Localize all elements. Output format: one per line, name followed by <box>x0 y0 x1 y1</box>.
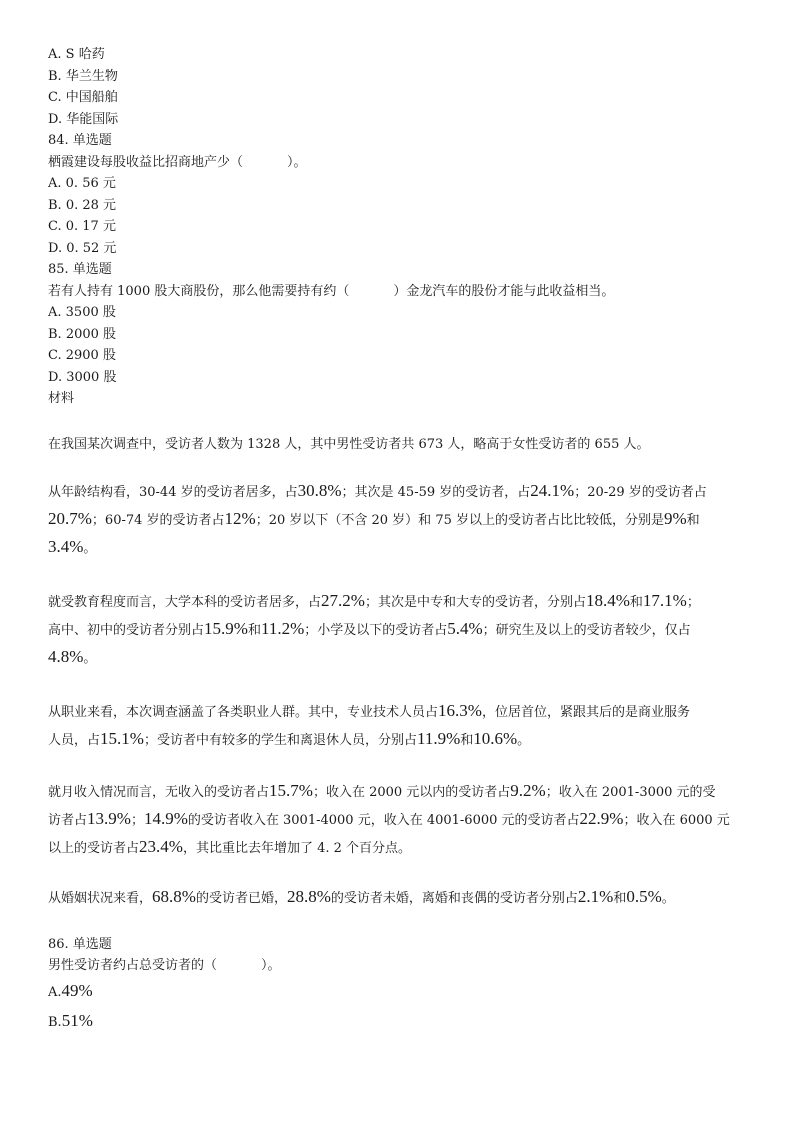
stem-text: 若有人持有 1000 股大商股份，那么他需要持有约（ <box>48 283 350 299</box>
percent-value: 3.4% <box>48 536 84 556</box>
percent-value: 23.4% <box>139 836 183 856</box>
text-segment: ； <box>130 812 144 828</box>
question-85 <box>48 259 760 388</box>
option-d[interactable]: D. 0. 52 元 <box>48 240 117 256</box>
option-c[interactable]: C. 中国船舶 <box>48 90 118 105</box>
text-segment: ，位居首位，紧跟其后的是商业服务 <box>481 704 690 720</box>
option-c[interactable]: C. 2900 股 <box>48 348 116 363</box>
percent-value: 4.8% <box>48 646 84 666</box>
text-segment: ；20-29 岁的受访者占 <box>574 484 707 500</box>
percent-value: 2.1% <box>577 886 614 906</box>
percent-value: 20.7% <box>48 508 92 528</box>
question-number: 86. 单选题 <box>48 936 112 952</box>
stem-text: 栖霞建设每股收益比招商地产少（ <box>48 154 244 170</box>
percent-value: 10.6% <box>473 728 518 748</box>
question-number: 85. 单选题 <box>48 262 112 277</box>
text-segment: 的受访者已婚， <box>195 890 287 906</box>
text-segment: 。 <box>83 650 97 666</box>
option-b[interactable]: B. 2000 股 <box>48 326 117 342</box>
option-label: A. <box>48 984 62 1000</box>
text-segment: ；收入在 2000 元以内的受访者占 <box>312 784 511 800</box>
question-84 <box>48 130 760 259</box>
text-segment: ；其次是中专和大专的受访者，分别占 <box>364 594 586 610</box>
text-segment: ；收入在 2001-3000 元的受 <box>545 784 716 800</box>
material-paragraph-6 <box>48 884 760 912</box>
question-number: 84. 单选题 <box>48 133 112 148</box>
option-label: B. <box>48 1014 62 1030</box>
text-segment: ，其比重比去年增加了 4. 2 个百分点。 <box>182 840 412 856</box>
option-b[interactable]: B. 0. 28 元 <box>48 197 117 213</box>
option-c[interactable]: C. 0. 17 元 <box>48 219 116 234</box>
material-heading: 材料 <box>48 391 75 406</box>
text-segment: ；收入在 6000 元 <box>623 812 730 828</box>
text-segment: 的受访者收入在 3001-4000 元，收入在 4001-6000 元的受访者占 <box>187 812 580 828</box>
text-segment: 从婚姻状况来看， <box>48 890 153 906</box>
text-segment: ；研究生及以上的受访者较少，仅占 <box>482 622 691 638</box>
option-d[interactable]: D. 华能国际 <box>48 111 119 127</box>
text-segment: 。 <box>83 540 97 556</box>
text-segment: 就月收入情况而言，无收入的受访者占 <box>48 784 270 800</box>
option-a[interactable] <box>48 977 760 1007</box>
percent-value: 15.1% <box>100 728 144 748</box>
text-segment: 从年龄结构看，30-44 岁的受访者居多，占 <box>48 484 298 500</box>
text-segment: ； <box>686 594 700 610</box>
text-segment: 和 <box>629 594 643 610</box>
option-value: 49% <box>61 980 93 1000</box>
option-value: 51% <box>61 1010 93 1030</box>
material-paragraph-5 <box>48 778 760 862</box>
percent-value: 24.1% <box>530 480 575 500</box>
percent-value: 5.4% <box>447 618 483 638</box>
percent-value: 11.9% <box>416 728 461 748</box>
text-segment: ；60-74 岁的受访者占 <box>91 512 225 528</box>
document-page <box>48 44 760 1037</box>
material-paragraph-3 <box>48 588 760 672</box>
question-86 <box>48 934 760 1037</box>
text-segment: 人员，占 <box>48 732 101 748</box>
text-segment: 的受访者未婚，离婚和丧偶的受访者分别占 <box>330 890 578 906</box>
text-segment: ；小学及以下的受访者占 <box>304 622 448 638</box>
text-segment: 和 <box>613 890 627 906</box>
percent-value: 17.1% <box>642 590 687 610</box>
text-segment: 和 <box>686 512 700 528</box>
percent-value: 13.9% <box>87 808 131 828</box>
percent-value: 14.9% <box>143 808 188 828</box>
text-segment: 就受教育程度而言，大学本科的受访者居多，占 <box>48 594 322 610</box>
text-segment: 。 <box>661 890 675 906</box>
stem-text-end: ）。 <box>261 958 281 973</box>
percent-value: 27.2% <box>321 590 365 610</box>
material-paragraph-2 <box>48 478 760 562</box>
material-paragraph-1: 在我国某次调查中，受访者人数为 1328 人，其中男性受访者共 673 人，略高于女性受访者的 655 人。 <box>48 436 650 452</box>
percent-value: 16.3% <box>438 700 482 720</box>
percent-value: 22.9% <box>579 808 624 828</box>
percent-value: 12% <box>224 508 256 528</box>
stem-text-end: ）。 <box>287 154 307 170</box>
text-segment: ；受访者中有较多的学生和离退休人员，分别占 <box>143 732 417 748</box>
percent-value: 15.9% <box>204 618 248 638</box>
option-b[interactable]: B. 华兰生物 <box>48 68 118 84</box>
text-segment: 。 <box>517 732 531 748</box>
percent-value: 9.2% <box>510 780 546 800</box>
option-a[interactable]: A. 0. 56 元 <box>48 176 116 191</box>
percent-value: 9% <box>664 508 687 528</box>
question-stem <box>48 152 760 174</box>
option-a[interactable]: A. 3500 股 <box>48 305 116 320</box>
text-segment: 从职业来看，本次调查涵盖了各类职业人群。其中，专业技术人员占 <box>48 704 439 720</box>
percent-value: 68.8% <box>152 886 196 906</box>
question-stem <box>48 955 760 977</box>
text-segment: 以上的受访者占 <box>48 840 140 856</box>
question-stem <box>48 281 760 303</box>
material-paragraph-4 <box>48 698 760 754</box>
stem-text: 男性受访者约占总受访者的（ <box>48 958 218 973</box>
percent-value: 15.7% <box>269 780 313 800</box>
option-b[interactable] <box>48 1007 760 1037</box>
option-d[interactable]: D. 3000 股 <box>48 369 117 385</box>
question-83-options <box>48 44 760 130</box>
option-a[interactable]: A. S 哈药 <box>48 47 105 62</box>
text-segment: ；其次是 45-59 岁的受访者，占 <box>341 484 531 500</box>
percent-value: 18.4% <box>585 590 630 610</box>
text-segment: ；20 岁以下（不含 20 岁）和 75 岁以上的受访者占比比较低，分别是 <box>255 512 664 528</box>
text-segment: 和 <box>460 732 474 748</box>
stem-text-end: ）金龙汽车的股份才能与此收益相当。 <box>393 283 615 299</box>
text-segment: 高中、初中的受访者分别占 <box>48 622 205 638</box>
percent-value: 30.8% <box>297 480 342 500</box>
text-segment: 访者占 <box>48 812 88 828</box>
percent-value: 11.2% <box>260 618 305 638</box>
percent-value: 28.8% <box>286 886 331 906</box>
text-segment: 和 <box>247 622 261 638</box>
percent-value: 0.5% <box>626 886 662 906</box>
